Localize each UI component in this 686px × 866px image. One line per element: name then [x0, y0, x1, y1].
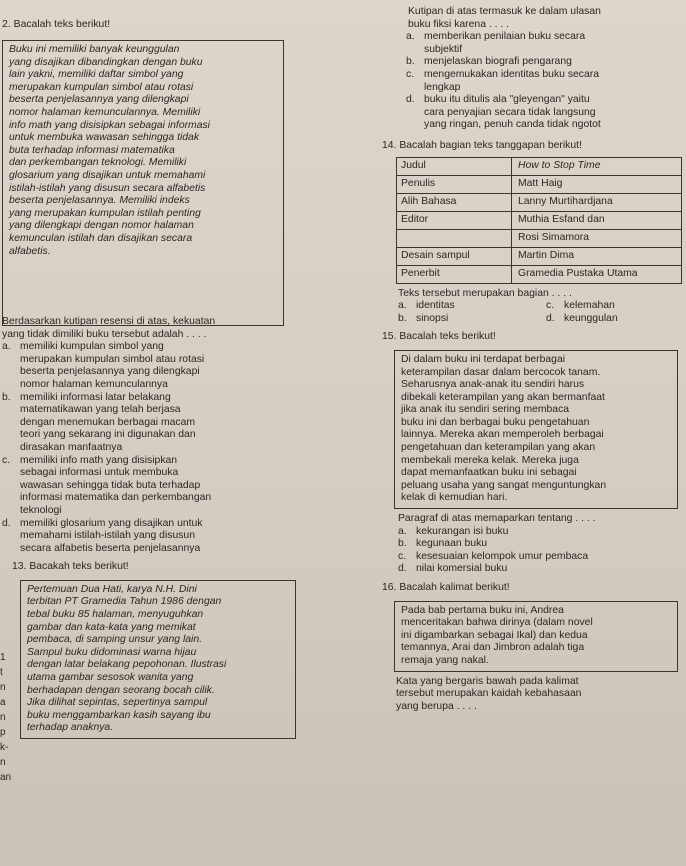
margin-mark: n	[0, 712, 6, 723]
binding-margin-marks	[0, 650, 10, 785]
question-number: 15.	[382, 331, 397, 343]
excerpt-line: berhadapan dengan seorang bocah cilik.	[27, 684, 215, 696]
option-text	[424, 31, 682, 56]
excerpt-line: peluang usaha yang sangat menguntungkan	[401, 479, 607, 491]
excerpt-line: keterampilan dasar dalam bercocok tanam.	[401, 366, 601, 378]
excerpt-line: Di dalam buku ini terdapat berbagai	[401, 353, 566, 365]
option-line: menjelaskan biografi pengarang	[424, 56, 572, 68]
excerpt-line: buku menggambarkan kasih sayang ibu	[27, 709, 211, 721]
excerpt-line: dapat memanfaatkan buku ini sebagai	[401, 467, 577, 479]
question-prompt: Bacalah teks berikut!	[13, 19, 111, 30]
option-line: teori yang sekarang ini digunakan dan	[20, 429, 196, 441]
option-key: d.	[398, 563, 407, 575]
question-prompt: Bacalah kalimat berikut!	[399, 582, 510, 593]
excerpt-line: membekali mereka kelak. Mereka juga	[401, 454, 579, 466]
book-identity-table	[396, 157, 682, 284]
question-text: Teks tersebut merupakan bagian . . . .	[398, 287, 572, 299]
option-line: dengan menemukan berbagai macam	[20, 416, 196, 428]
question-16-stem	[352, 676, 682, 714]
option-line: secara alfabetis beserta penjelasannya	[20, 542, 201, 554]
option-line: matematikawan yang telah berjasa	[20, 404, 181, 416]
question-number: 16.	[382, 582, 397, 593]
excerpt-line: info math yang disisipkan sebagai informasi	[9, 119, 210, 131]
margin-mark: k-	[0, 742, 9, 753]
question-line: Berdasarkan kutipan resensi di atas, kekuatan	[2, 316, 216, 327]
table-row	[397, 248, 681, 266]
option-text	[424, 56, 682, 69]
answer-option	[406, 31, 682, 56]
sentence-box	[394, 601, 678, 672]
excerpt-line: Buku ini memiliki banyak keunggulan	[9, 44, 180, 55]
excerpt-line: yang dilengkapi dengan nomor halaman	[9, 220, 194, 232]
table-label	[397, 230, 512, 247]
excerpt-line: remaja yang nakal.	[401, 654, 489, 666]
question-line: yang tidak dimiliki buku tersebut adalah . . . .	[2, 328, 207, 340]
answer-option	[398, 563, 682, 576]
answer-option	[2, 341, 342, 391]
answer-option	[398, 538, 682, 551]
question-prompt: Bacakah teks berikut!	[29, 561, 129, 573]
option-text	[424, 69, 682, 94]
excerpt-line: Pada bab pertama buku ini, Andrea	[401, 604, 564, 616]
question-15-options	[398, 526, 682, 576]
question-line: Kutipan di atas termasuk ke dalam ulasan	[408, 6, 601, 17]
table-label: Alih Bahasa	[397, 194, 512, 211]
option-key: d.	[406, 94, 415, 106]
option-line: yang ringan, penuh canda tidak ngotot	[424, 119, 601, 131]
table-label: Penulis	[397, 176, 512, 193]
option-line: beserta penjelasannya yang dilengkapi	[20, 366, 200, 378]
excerpt-line: pengetahuan dan keterampilan yang akan	[401, 442, 596, 454]
option-key: b.	[398, 538, 407, 550]
question-14-stem	[352, 288, 682, 326]
option-text: kekurangan isi buku	[416, 525, 509, 537]
answer-option	[406, 94, 682, 132]
option-text	[20, 518, 342, 556]
question-15-stem	[352, 513, 682, 576]
option-key: a.	[398, 525, 407, 537]
option-text	[20, 341, 342, 391]
excerpt-line: glosarium yang disajikan untuk memahami	[9, 169, 206, 181]
option-key: c.	[2, 454, 11, 466]
question-16	[352, 582, 682, 713]
table-row	[397, 230, 681, 248]
option-line: lengkap	[424, 81, 461, 93]
question-2-header	[2, 18, 342, 316]
excerpt-line: beserta penjelasannya. Memiliki indeks	[9, 195, 190, 207]
question-number: 14.	[382, 139, 397, 151]
excerpt-line: yang disajikan dibandingkan dengan buku	[9, 56, 203, 68]
table-row	[397, 158, 681, 176]
answer-option	[406, 56, 682, 69]
answer-option	[2, 455, 342, 518]
excerpt-line: terhadap anaknya.	[27, 722, 114, 734]
question-14-options	[398, 300, 682, 325]
option-key: b.	[2, 391, 11, 403]
excerpt-line: nomor halaman kemunculannya. Memiliki	[9, 106, 201, 118]
excerpt-line: menceritakan bahwa dirinya (dalam novel	[401, 617, 593, 629]
table-row	[397, 194, 681, 212]
excerpt-line: dan perkembangan teknologi. Memiliki	[9, 157, 187, 169]
table-value: How to Stop Time	[518, 159, 601, 171]
table-value: Muthia Esfand dan	[518, 213, 605, 225]
option-line: memiliki informasi latar belakang	[20, 391, 171, 403]
table-value: Lanny Murtihardjana	[518, 195, 613, 207]
option-key: a.	[406, 31, 415, 43]
option-text: sinopsi	[416, 312, 449, 324]
option-text	[424, 94, 682, 132]
question-13-title	[12, 561, 342, 574]
table-value: Martin Dima	[518, 249, 575, 261]
option-line: memberikan penilaian buku secara	[424, 31, 586, 43]
table-label: Desain sampul	[397, 248, 512, 265]
table-row	[397, 266, 681, 283]
excerpt-line: ini digambarkan sebagai Ikal) dan kedua	[401, 629, 588, 641]
option-key: c.	[406, 68, 415, 80]
question-2-title	[2, 18, 342, 32]
table-label: Editor	[397, 212, 512, 229]
excerpt-line: Seharusnya anak-anak itu sendiri harus	[401, 379, 585, 391]
answer-option	[2, 518, 342, 556]
question-15-title	[352, 331, 682, 344]
option-line: merupakan kumpulan simbol atau rotasi	[20, 353, 205, 365]
margin-mark: 1	[0, 652, 6, 663]
excerpt-line: beserta penjelasannya yang dilengkapi	[9, 94, 189, 106]
option-key: b.	[398, 312, 407, 324]
table-value: Matt Haig	[518, 177, 563, 189]
excerpt-line: lainnya. Mereka akan memperoleh berbagai	[401, 429, 604, 441]
option-text: kegunaan buku	[416, 538, 488, 550]
excerpt-line: Jika dilihat sepintas, sepertinya sampul	[27, 697, 208, 709]
option-line: nomor halaman kemunculannya	[20, 378, 168, 390]
option-line: dirasakan manfaatnya	[20, 441, 123, 453]
table-row	[397, 176, 681, 194]
option-key: a.	[2, 341, 11, 353]
option-key: d.	[546, 312, 555, 324]
question-14	[352, 140, 682, 325]
option-text	[20, 392, 342, 455]
question-prompt: Bacalah bagian teks tanggapan berikut!	[399, 139, 582, 151]
excerpt-line: yang merupakan kumpulan istilah penting	[9, 207, 201, 219]
margin-mark: n	[0, 757, 6, 768]
excerpt-line: temannya, Arai dan Jimbron adalah tiga	[401, 642, 585, 654]
excerpt-line: pembaca, di samping unsur yang lain.	[27, 634, 203, 646]
option-line: cara penyajian secara tidak langsung	[424, 106, 596, 118]
continued-question	[352, 6, 682, 31]
option-line: teknologi	[20, 504, 62, 516]
option-key: d.	[2, 517, 11, 529]
option-line: memiliki info math yang disisipkan	[20, 454, 178, 466]
option-line: memahami istilah-istilah yang disusun	[20, 530, 195, 542]
excerpt-line: merupakan kumpulan simbol atau rotasi	[9, 81, 194, 93]
continued-options	[352, 31, 682, 132]
excerpt-line: kelak di kemudian hari.	[401, 492, 508, 504]
question-line: Kata yang bergaris bawah pada kalimat	[396, 675, 579, 687]
answer-option	[398, 551, 682, 564]
option-line: buku itu ditulis ala "gleyengan" yaitu	[424, 94, 590, 106]
option-text: nilai komersial buku	[416, 563, 508, 575]
question-15	[352, 331, 682, 576]
review-excerpt-box	[2, 40, 284, 326]
option-key: c.	[398, 550, 407, 562]
question-14-title	[352, 140, 682, 153]
question-16-title	[352, 582, 682, 595]
excerpt-line: jika anak itu sendiri sering membaca	[401, 404, 570, 416]
option-text: keunggulan	[564, 312, 618, 324]
option-line: memiliki kumpulan simbol yang	[20, 341, 164, 353]
option-line: subjektif	[424, 43, 463, 55]
question-line: tersebut merupakan kaidah kebahasaan	[396, 688, 582, 700]
excerpt-line: buta terhadap informasi matematika	[9, 144, 175, 156]
option-text: kesesuaian kelompok umur pembaca	[416, 550, 589, 562]
option-line: wawasan sehingga tidak buta terhadap	[20, 479, 201, 491]
margin-mark: t	[0, 667, 3, 678]
option-key: a.	[398, 300, 407, 312]
excerpt-line: dengan latar belakang pepohonan. Ilustrasi	[27, 659, 227, 671]
question-line: buku fiksi karena . . . .	[408, 18, 510, 30]
answer-option	[398, 526, 682, 539]
option-text: kelemahan	[564, 300, 615, 312]
excerpt-line: dibekali keterampilan yang akan bermanfaat	[401, 391, 605, 403]
excerpt-line: istilah-istilah yang disusun secara alfabetis	[9, 182, 206, 194]
margin-mark: n	[0, 682, 6, 693]
question-prompt: Bacalah teks berikut!	[399, 331, 496, 343]
question-text: Paragraf di atas memaparkan tentang . . . .	[398, 513, 596, 525]
excerpt-line: tebal buku 85 halaman, menyuguhkan	[27, 609, 204, 621]
option-text	[20, 455, 342, 518]
reading-excerpt-box	[394, 350, 678, 509]
option-key: c.	[546, 300, 555, 312]
excerpt-line: utama gambar sesosok wanita yang	[27, 672, 194, 684]
option-line: mengemukakan identitas buku secara	[424, 68, 600, 80]
table-label: Judul	[397, 158, 512, 175]
novel-excerpt-box	[20, 580, 296, 739]
question-2-options	[2, 341, 342, 555]
excerpt-line: alfabetis.	[9, 245, 51, 257]
option-line: sebagai informasi untuk membuka	[20, 467, 179, 479]
table-label: Penerbit	[397, 266, 512, 283]
excerpt-line: gambar dan kata-kata yang memikat	[27, 621, 196, 633]
excerpt-line: terbitan PT Gramedia Tahun 1986 dengan	[27, 596, 222, 608]
left-column	[2, 18, 342, 743]
table-row	[397, 212, 681, 230]
margin-mark: an	[0, 772, 12, 783]
margin-mark: p	[0, 727, 6, 738]
question-13	[12, 561, 342, 739]
option-line: memiliki glosarium yang disajikan untuk	[20, 517, 203, 529]
excerpt-line: untuk membuka wawasan sehingga tidak	[9, 132, 200, 144]
excerpt-line: Sampul buku didominasi warna hijau	[27, 646, 197, 658]
option-text: identitas	[416, 300, 455, 312]
excerpt-line: kemunculan istilah dan disajikan secara	[9, 232, 193, 244]
table-value: Gramedia Pustaka Utama	[518, 267, 638, 279]
question-number: 13.	[12, 561, 27, 573]
margin-mark: a	[0, 697, 6, 708]
question-number: 2.	[2, 18, 11, 30]
answer-option	[406, 69, 682, 94]
excerpt-line: lain yakni, memiliki daftar simbol yang	[9, 69, 184, 81]
question-line: yang berupa . . . .	[396, 700, 477, 712]
answer-option	[2, 392, 342, 455]
right-column	[352, 6, 682, 713]
option-line: informasi matematika dan perkembangan	[20, 492, 212, 504]
excerpt-line: buku ini dan berbagai buku pengetahuan	[401, 416, 590, 428]
option-key: b.	[406, 56, 415, 68]
table-value: Rosi Simamora	[518, 231, 590, 243]
excerpt-line: Pertemuan Dua Hati, karya N.H. Dini	[27, 583, 197, 595]
